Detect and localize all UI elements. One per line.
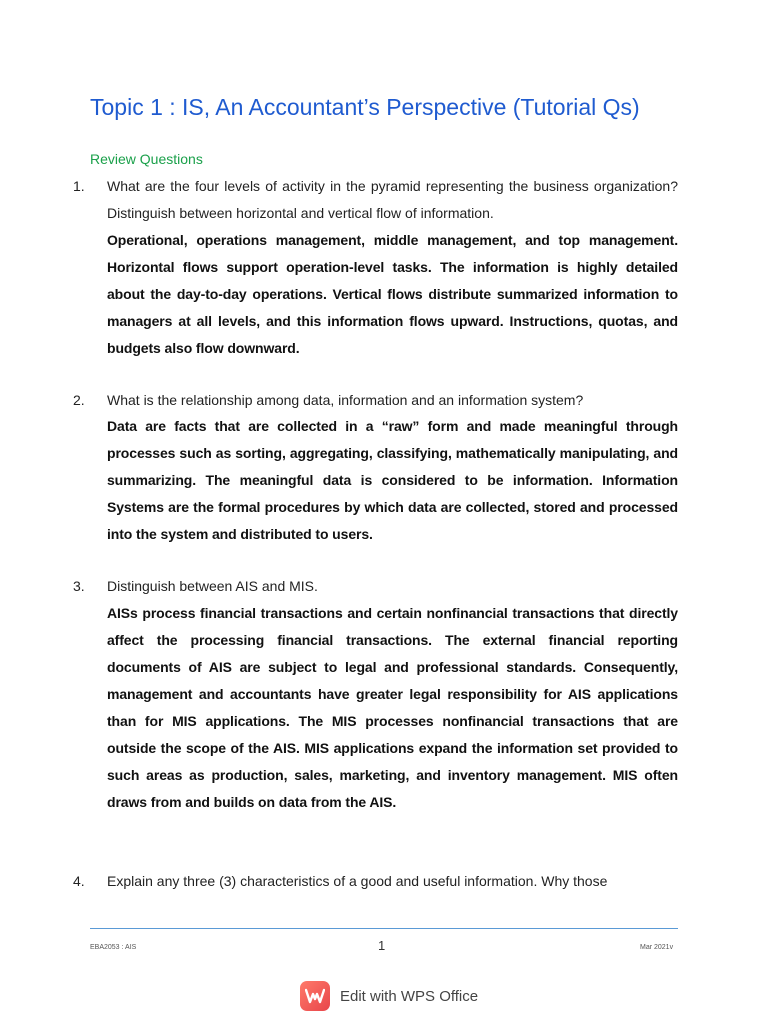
answer-3: AISs process financial transactions and certain nonfinancial transactions that directly affect the processing financial transactions. The external financial reporting documents of AIS are subject to legal and professional standards. Consequently, management and accountants have greater legal responsibility for AIS applications than for MIS applications. The MIS processes nonfinancial transactions that are outside the scope of the AIS. MIS applications expand the information set provided to such areas as production, sales, marketing, and inventory management. MIS often draws from and builds on data from the AIS. [107,605,678,810]
edit-with-wps-button[interactable] [300,980,478,1012]
footer-course-code: EBA2053 : AIS [90,944,137,951]
page-title: Topic 1 : IS, An Accountant’s Perspective (Tutorial Qs) [90,94,640,120]
question-3 [73,573,678,600]
footer-version: Mar 2021v [640,944,674,951]
question-2 [73,387,678,414]
footer-divider [90,928,678,929]
question-text: What are the four levels of activity in the pyramid representing the business organization? Distinguish between horizontal and vertical flow of information. [107,178,678,221]
wps-logo-icon [300,981,330,1011]
question-number: 4. [73,873,85,889]
answer-1: Operational, operations management, middle management, and top management. Horizontal flows support operation-level tasks. The information is highly detailed about the day-to-day operations. Vertical flows distribute summarized information to managers at all levels, and this information flows upward. Instructions, quotas, and budgets also flow downward. [107,232,678,356]
question-4 [73,868,678,895]
question-text: Distinguish between AIS and MIS. [107,578,318,594]
question-text: What is the relationship among data, information and an information system? [107,392,584,408]
question-number: 3. [73,578,85,594]
question-1 [73,173,678,227]
question-text: Explain any three (3) characteristics of a good and useful information. Why those [107,873,608,889]
section-heading: Review Questions [90,151,203,167]
wps-label: Edit with WPS Office [340,987,479,1005]
question-number: 2. [73,392,85,408]
footer-page-number: 1 [378,938,386,953]
question-number: 1. [73,178,85,194]
answer-2: Data are facts that are collected in a “raw” form and made meaningful through processes such as sorting, aggregating, classifying, mathematically manipulating, and summarizing. The meaningful data is considered to be information. Information Systems are the formal procedures by which data are collected, stored and processed into the system and distributed to users. [107,418,678,542]
